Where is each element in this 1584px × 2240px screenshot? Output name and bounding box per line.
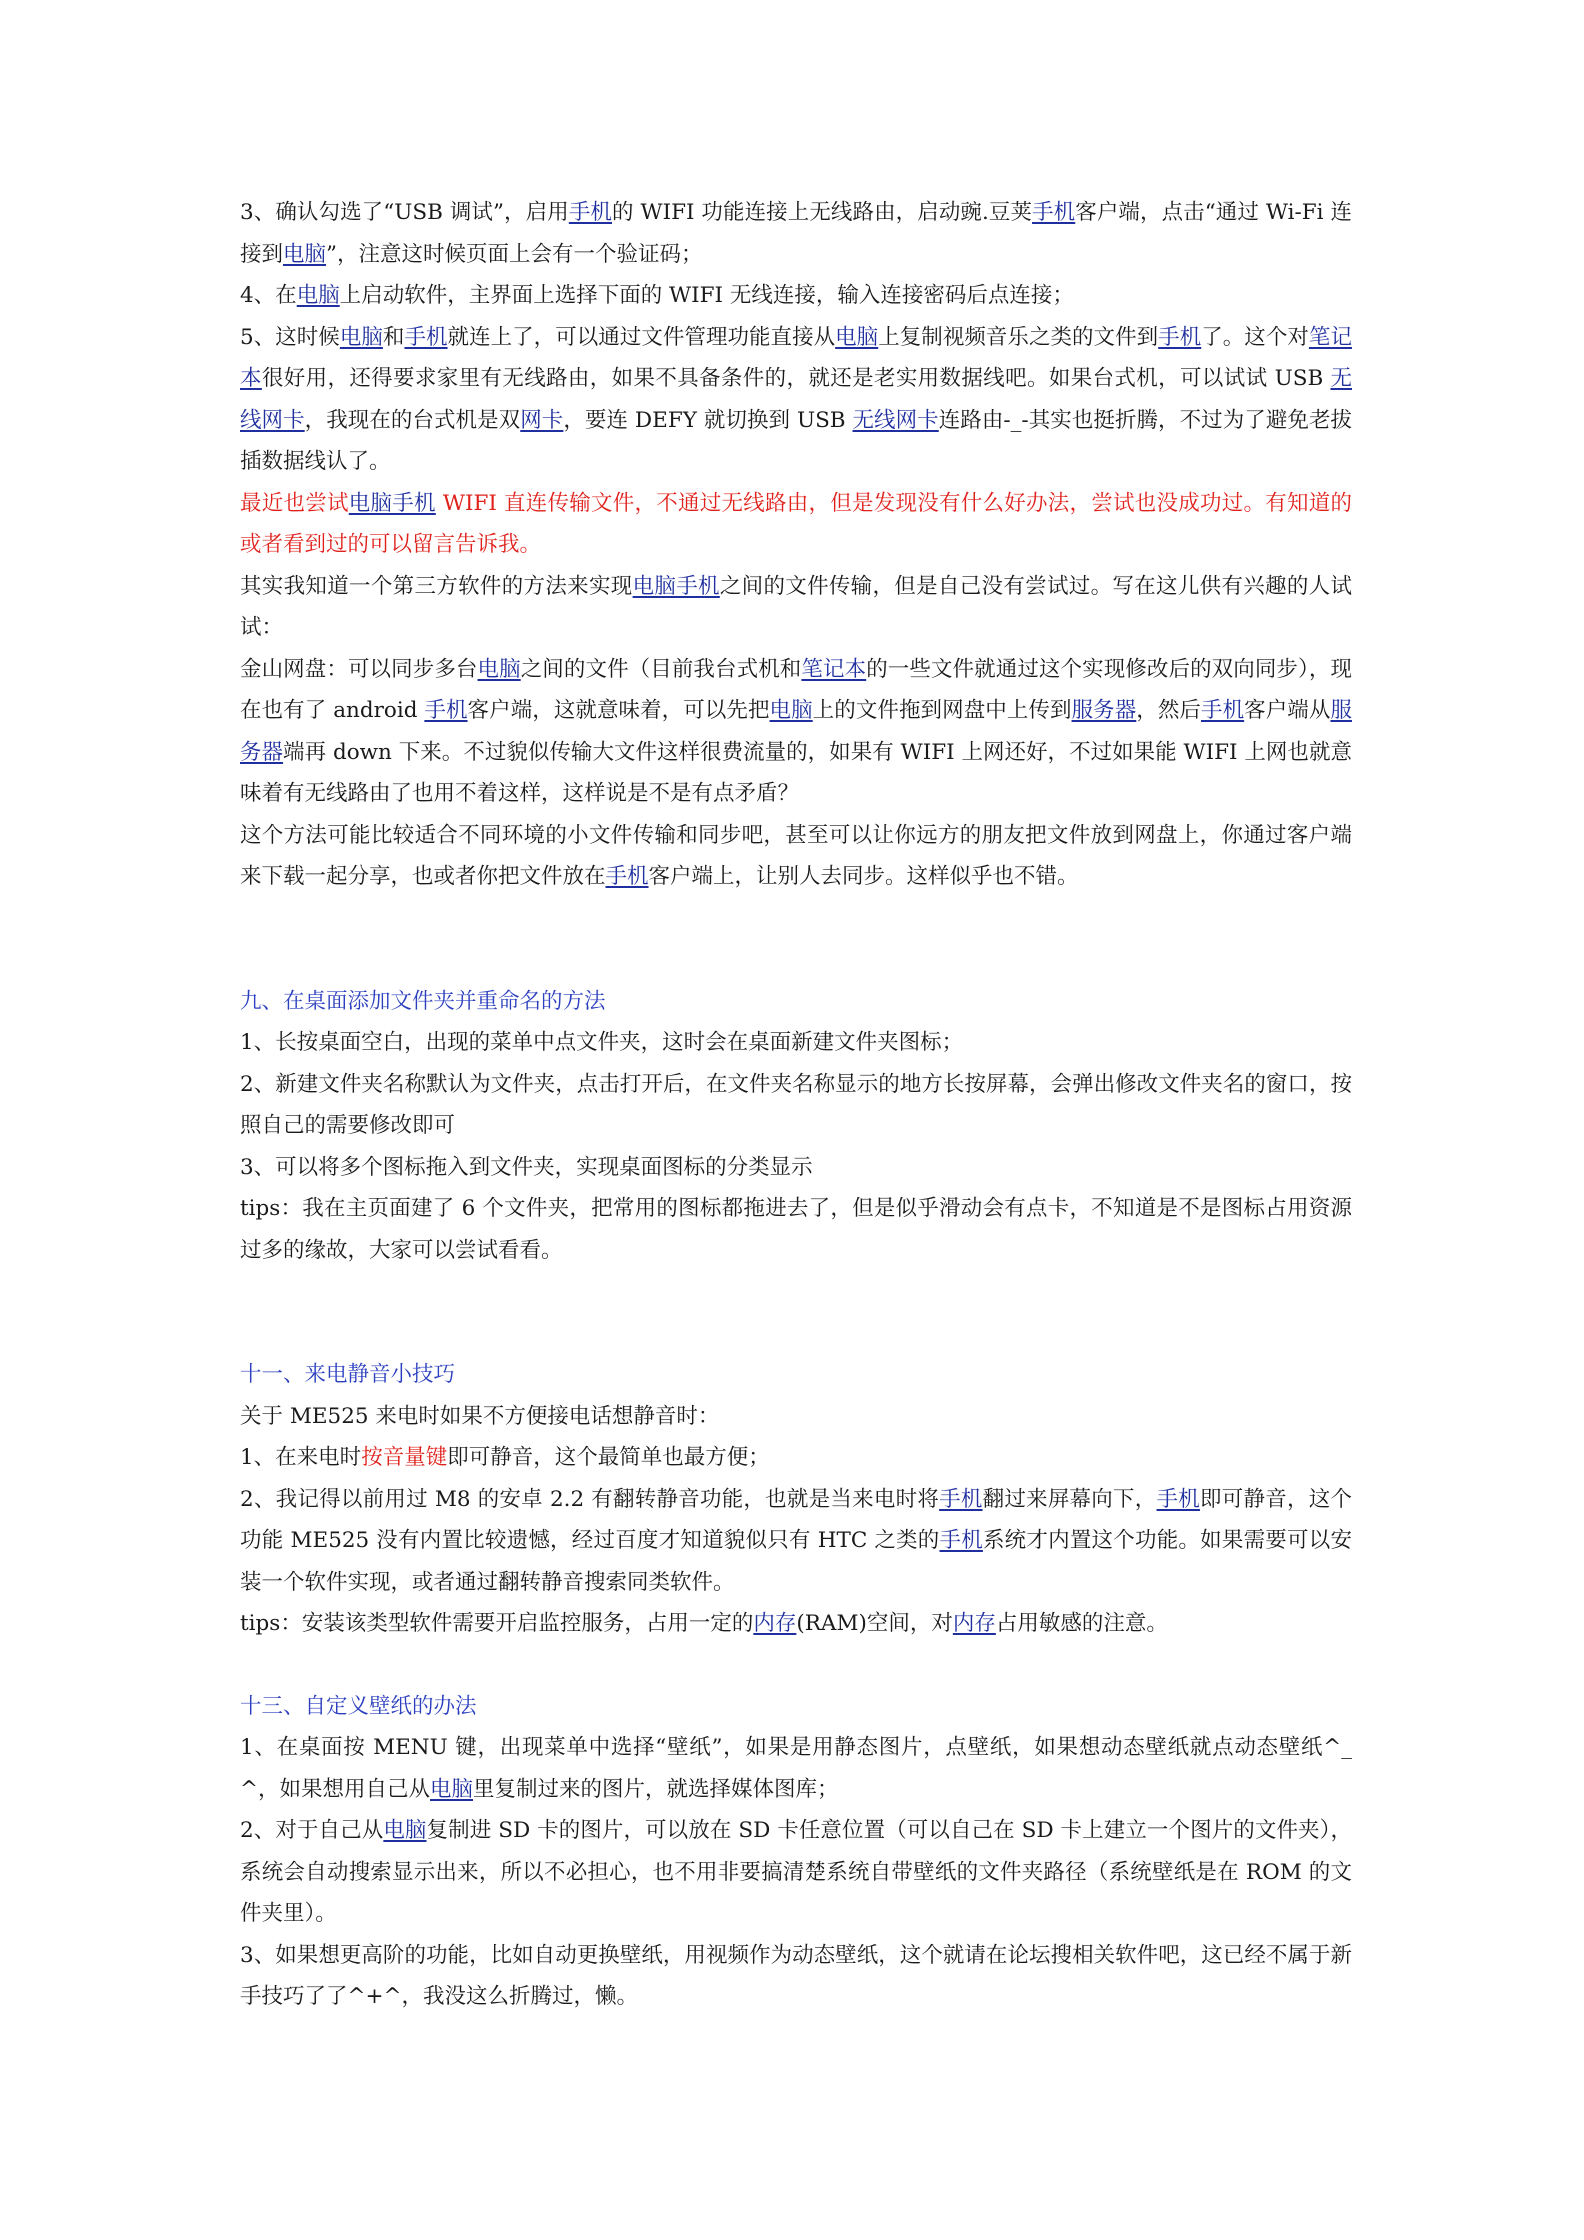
text: 1、在桌面按 MENU 键，出现菜单中选择“壁纸”，如果是用静态图片，点壁纸，如果想动态壁纸就点动态壁纸^_^，如果想用自己从 (240, 1735, 1352, 1802)
text: 翻过来屏幕向下， (982, 1486, 1157, 1512)
link-phone[interactable]: 手机 (1158, 324, 1202, 350)
list-item: 3、可以将多个图标拖入到文件夹，实现桌面图标的分类显示 (240, 1154, 813, 1180)
text: 复制进 SD 卡的图片，可以放在 SD 卡任意位置（可以自己在 SD 卡上建立一个图片的文件夹），系统会自动搜索显示出来，所以不必担心，也不用非要搞清楚系统自带壁纸的文件夹路径（系统壁纸是在 ROM 的文件夹里）。 (240, 1818, 1352, 1926)
link-computer[interactable]: 电脑 (283, 241, 327, 267)
highlight-volume-key: 按音量键 (361, 1445, 448, 1470)
link-computer-phone[interactable]: 电脑手机 (348, 490, 436, 516)
list-item (240, 1810, 1352, 1935)
text: (RAM)空间，对 (796, 1611, 953, 1636)
list-item: 3、如果想更高阶的功能，比如自动更换壁纸，用视频作为动态壁纸，这个就请在论坛搜相关软件吧，这已经不属于新手技巧了了^+^，我没这么折腾过，懒。 (240, 1942, 1352, 2009)
link-server[interactable]: 服务器 (240, 698, 1352, 765)
link-phone[interactable]: 手机 (605, 864, 649, 889)
text: 即可静音，这个功能 ME525 没有内置比较遗憾，经过百度才知道貌似只有 HTC 之类的 (240, 1486, 1352, 1553)
link-phone[interactable]: 手机 (568, 200, 612, 225)
text: ，然后 (1136, 698, 1201, 723)
text: 2、对于自己从 (240, 1818, 384, 1843)
text: 上的文件拖到网盘中上传到 (812, 698, 1072, 723)
paragraph-step-5 (240, 317, 1352, 483)
text: 2、我记得以前用过 M8 的安卓 2.2 有翻转静音功能，也就是当来电时将 (240, 1486, 940, 1512)
text: 上启动软件，主界面上选择下面的 WIFI 无线连接，输入连接密码后点连接； (339, 283, 1074, 308)
text: 即可静音，这个最简单也最方便； (447, 1445, 770, 1470)
paragraph-step-4 (240, 275, 1352, 317)
link-computer[interactable]: 电脑 (835, 324, 879, 350)
text: 客户端上，让别人去同步。这样似乎也不错。 (648, 864, 1079, 889)
text: 客户端，点击“通过 Wi-Fi 连接到 (240, 200, 1352, 267)
text: 端再 down 下来。不过貌似传输大文件这样很费流量的，如果有 WIFI 上网还好，不过如果能 WIFI 上网也就意味着有无线路由了也用不着这样，这样说是不是有点矛盾？ (240, 739, 1352, 806)
spacer (240, 1645, 1352, 1686)
link-computer[interactable]: 电脑 (430, 1776, 474, 1802)
text: 4、在 (240, 283, 297, 308)
text: 其实我知道一个第三方软件的方法来实现 (240, 573, 633, 599)
link-server[interactable]: 服务器 (1071, 698, 1137, 723)
link-wireless-card[interactable]: 无线网卡 (240, 366, 1352, 433)
list-item (240, 1437, 1352, 1479)
link-phone[interactable]: 手机 (404, 324, 448, 350)
section-heading-11: 十一、来电静音小技巧 (240, 1362, 456, 1387)
link-phone[interactable]: 手机 (1201, 698, 1245, 723)
spacer (240, 1271, 1352, 1354)
link-phone[interactable]: 手机 (939, 1486, 983, 1512)
text: 占用敏感的注意。 (995, 1611, 1168, 1636)
link-computer[interactable]: 电脑 (339, 324, 383, 350)
text: WIFI 直连传输文件，不通过无线路由，但是发现没有什么好办法，尝试也没成功过。有知道的或者看到过的可以留言告诉我。 (240, 490, 1352, 557)
text: ，我现在的台式机是双 (304, 407, 521, 433)
text: 金山网盘：可以同步多台 (240, 656, 478, 682)
tips-paragraph: tips：我在主页面建了 6 个文件夹，把常用的图标都拖进去了，但是似乎滑动会有点卡，不知道是不是图标占用资源过多的缘故，大家可以尝试看看。 (240, 1196, 1352, 1263)
text: 的一些文件就通过这个实现修改后的双向同步），现在也有了 android (240, 656, 1352, 723)
paragraph-third-party (240, 566, 1352, 649)
text: 客户端从 (1244, 698, 1331, 723)
link-wireless-card[interactable]: 无线网卡 (852, 407, 939, 433)
text: 这个方法可能比较适合不同环境的小文件传输和同步吧，甚至可以让你远方的朋友把文件放到网盘上，你通过客户端来下载一起分享，也或者你把文件放在 (240, 822, 1352, 889)
list-item: 1、长按桌面空白，出现的菜单中点文件夹，这时会在桌面新建文件夹图标； (240, 1030, 964, 1055)
text: ”，注意这时候页面上会有一个验证码； (326, 241, 703, 267)
link-computer-phone[interactable]: 电脑手机 (632, 573, 720, 599)
paragraph-step-3 (240, 192, 1352, 275)
text: 很好用，还得要求家里有无线路由，如果不具备条件的，就还是老实用数据线吧。如果台式机，可以试试 USB (261, 366, 1331, 391)
paragraph-method-summary (240, 815, 1352, 898)
text: 系统才内置这个功能。如果需要可以安装一个软件实现，或者通过翻转静音搜索同类软件。 (240, 1528, 1352, 1595)
text: 了。这个对 (1201, 324, 1309, 350)
link-notebook[interactable]: 笔记本 (801, 656, 867, 682)
text: 上复制视频音乐之类的文件到 (878, 324, 1159, 350)
text: 和 (382, 324, 405, 350)
paragraph-red-note (240, 483, 1352, 566)
link-memory[interactable]: 内存 (753, 1611, 797, 1636)
text: 里复制过来的图片，就选择媒体图库； (473, 1776, 839, 1802)
link-memory[interactable]: 内存 (952, 1611, 996, 1636)
list-item (240, 1727, 1352, 1810)
list-item (240, 1479, 1352, 1604)
section-heading-9: 九、在桌面添加文件夹并重命名的方法 (240, 988, 606, 1014)
text: 就连上了，可以通过文件管理功能直接从 (447, 324, 836, 350)
text: 客户端，这就意味着，可以先把 (467, 698, 770, 723)
link-phone[interactable]: 手机 (1156, 1486, 1201, 1512)
text: 5、这时候 (240, 324, 340, 350)
text: tips：安装该类型软件需要开启监控服务，占用一定的 (240, 1611, 754, 1636)
link-phone[interactable]: 手机 (1032, 200, 1076, 225)
text: 1、在来电时 (240, 1445, 362, 1470)
link-computer[interactable]: 电脑 (769, 698, 813, 723)
link-computer[interactable]: 电脑 (477, 656, 521, 682)
link-computer[interactable]: 电脑 (296, 283, 340, 308)
text: 最近也尝试 (240, 490, 349, 516)
text: ，要连 DEFY 就切换到 USB (563, 407, 853, 433)
section-heading-13: 十三、自定义壁纸的办法 (240, 1693, 477, 1719)
text: 之间的文件传输，但是自己没有尝试过。写在这儿供有兴趣的人试试： (240, 573, 1352, 640)
tips-paragraph (240, 1603, 1352, 1645)
link-phone[interactable]: 手机 (424, 698, 468, 723)
text: 的 WIFI 功能连接上无线路由，启动豌.豆荚 (611, 200, 1033, 225)
text: 3、确认勾选了“USB 调试”，启用 (240, 200, 569, 225)
text: 连路由-_-其实也挺折腾，不过为了避免老拔插数据线认了。 (240, 407, 1352, 474)
link-computer[interactable]: 电脑 (383, 1818, 427, 1843)
link-notebook[interactable]: 笔记本 (240, 324, 1352, 391)
text: 之间的文件（目前我台式机和 (520, 656, 802, 682)
spacer (240, 898, 1352, 981)
document-page (240, 192, 1352, 2018)
paragraph-kingsoft-disk (240, 649, 1352, 815)
section-intro: 关于 ME525 来电时如果不方便接电话想静音时： (240, 1403, 720, 1429)
link-network-card[interactable]: 网卡 (520, 407, 564, 433)
list-item: 2、新建文件夹名称默认为文件夹，点击打开后，在文件夹名称显示的地方长按屏幕，会弹出修改文件夹名的窗口，按照自己的需要修改即可 (240, 1071, 1352, 1138)
link-phone[interactable]: 手机 (939, 1528, 983, 1553)
